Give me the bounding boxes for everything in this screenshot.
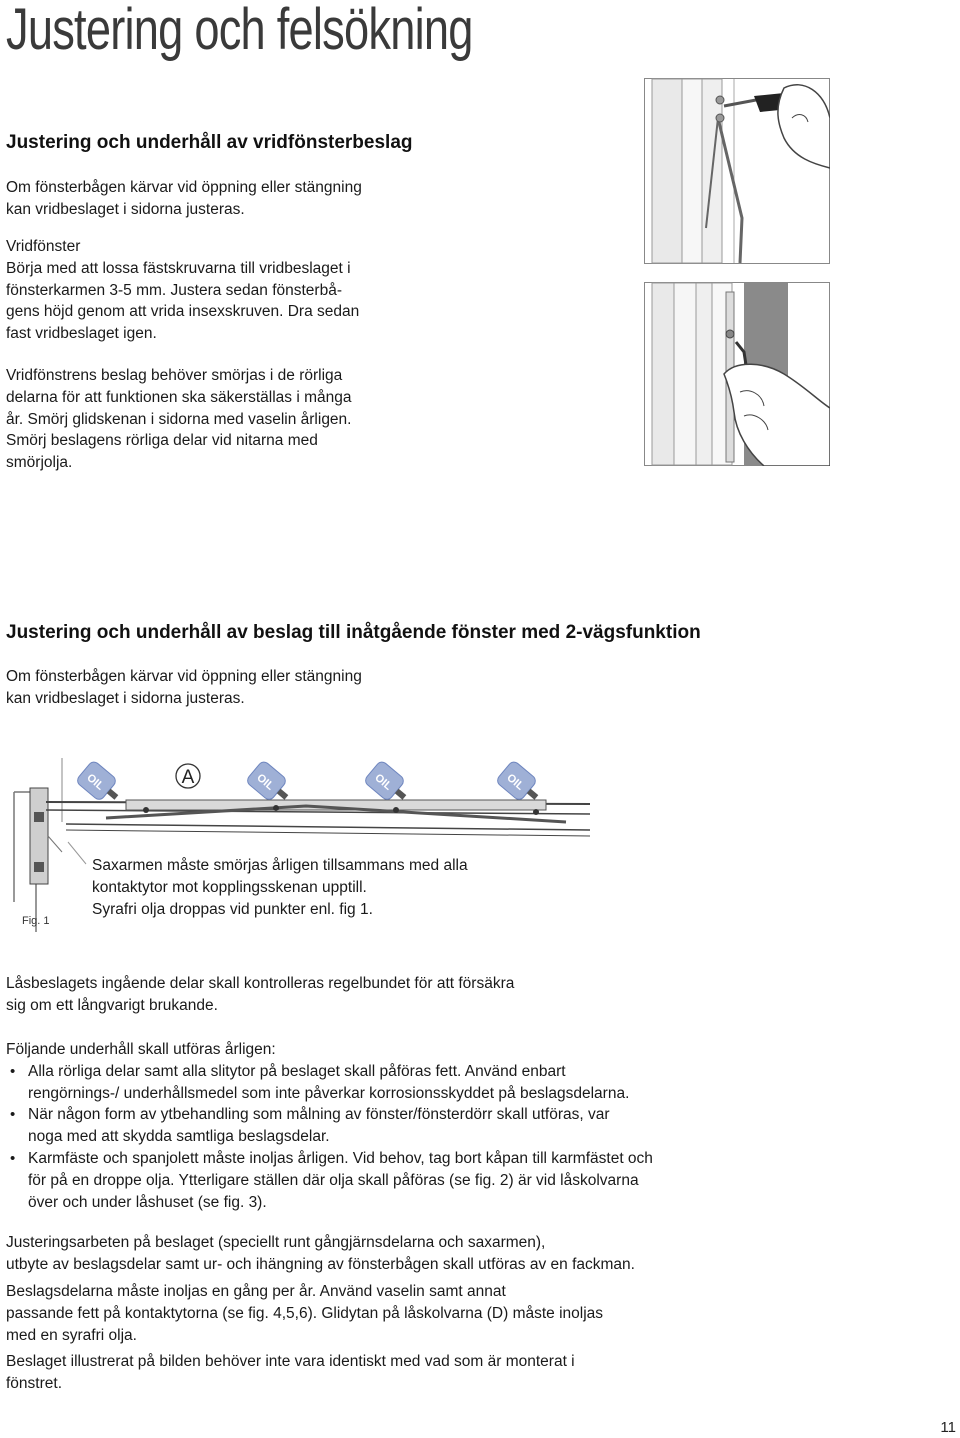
- oil-can-1: [75, 760, 125, 808]
- section2-paragraph-2: Låsbeslagets ingående delar skall kontrolleras regelbundet för att försäkra sig om ett långvarigt brukande.: [6, 975, 515, 1014]
- list-item: • Alla rörliga delar samt alla slitytor på beslaget skall påföras fett. Använd enbart rengörnings-/ underhållsmedel som inte påverkar korrosionsskyddet på beslagsdelarna.: [6, 1061, 653, 1105]
- section2-paragraph-3: Justeringsarbeten på beslaget (speciellt runt gångjärnsdelarna och saxarmen), utbyte av beslagsdelar samt ur- och ihängning av fönsterbågen skall utföras av en fackman.: [6, 1234, 635, 1273]
- section2-paragraph-1: Om fönsterbågen kärvar vid öppning eller stängning kan vridbeslaget i sidorna justeras.: [6, 668, 362, 707]
- svg-text:OIL: OIL: [84, 771, 107, 793]
- figure-marker-a: A: [181, 767, 195, 788]
- illustration-hex-key-adjustment: [644, 282, 830, 466]
- page-title: Justering och felsökning: [6, 0, 473, 62]
- list-item: • När någon form av ytbehandling som målning av fönster/fönsterdörr skall utföras, var noga med att skydda samtliga beslagsdelar.: [6, 1104, 653, 1148]
- maintenance-list: [6, 1039, 653, 1213]
- section2-paragraph-5: Beslaget illustrerat på bilden behöver inte vara identiskt med vad som är monterat i fönstret.: [6, 1353, 575, 1392]
- list-item: • Karmfäste och spanjolett måste inoljas årligen. Vid behov, tag bort kåpan till karmfästet och för på en droppe olja. Ytterligare ställen där olja skall påföras (se fig. 2) är vid låskolvarna över och under låshuset (se fig. 3).: [6, 1148, 653, 1213]
- section-heading-casement: Justering och underhåll av vridfönsterbeslag: [6, 132, 413, 153]
- section1-paragraph-1: Om fönsterbågen kärvar vid öppning eller stängning kan vridbeslaget i sidorna justeras.: [6, 179, 362, 218]
- svg-text:OIL: OIL: [504, 771, 527, 793]
- section-heading-inward-window: Justering och underhåll av beslag till inåtgående fönster med 2-vägsfunktion: [6, 622, 701, 643]
- section1-paragraph-3: Vridfönstrens beslag behöver smörjas i de rörliga delarna för att funktionen ska säkerställas i många år. Smörj glidskenan i sidorna med vaselin årligen. Smörj beslagens rörliga delar vid nitarna med smörjolja.: [6, 367, 352, 472]
- svg-text:OIL: OIL: [372, 771, 395, 793]
- list-intro: Följande underhåll skall utföras årligen:: [6, 1041, 276, 1058]
- illustration-screwdriver-adjustment: [644, 78, 830, 264]
- svg-text:OIL: OIL: [254, 771, 277, 793]
- section1-paragraph-2: Vridfönster Börja med att lossa fästskruvarna till vridbeslaget i fönsterkarmen 3-5 mm. Justera sedan fönsterbå- gens höjd genom att vrida insexskruven. Dra sedan fast vridbeslaget igen.: [6, 238, 360, 343]
- figure-caption: Saxarmen måste smörjas årligen tillsammans med alla kontaktytor mot kopplingsskenan upptill. Syrafri olja droppas vid punkter enl. fig 1.: [92, 857, 468, 918]
- page-number: 11: [940, 1419, 956, 1436]
- figure-label: Fig. 1: [22, 915, 50, 927]
- section2-paragraph-4: Beslagsdelarna måste inoljas en gång per år. Använd vaselin samt annat passande fett på kontaktytorna (se fig. 4,5,6). Glidytan på låskolvarna (D) måste inoljas med en syrafri olja.: [6, 1283, 604, 1344]
